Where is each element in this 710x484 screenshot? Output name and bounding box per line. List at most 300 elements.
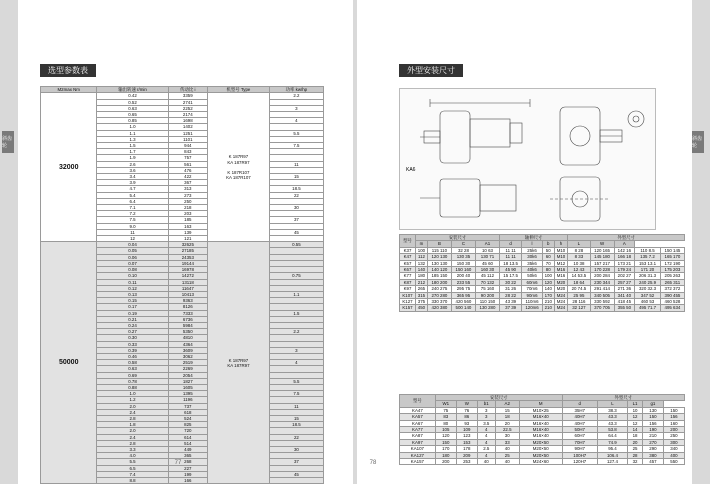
table-cell: M16×40 <box>519 420 562 426</box>
mounting-dimension-table-ka <box>399 394 685 465</box>
table-cell: 100H7 <box>562 452 597 458</box>
table-cell: M20×50 <box>519 446 562 452</box>
power-cell: 4 <box>269 360 323 366</box>
speed-cell: 2.4 <box>97 434 168 440</box>
speed-cell: 1.8 <box>97 422 168 428</box>
speed-cell: 0.58 <box>97 360 168 366</box>
table-cell: 60m6 <box>522 279 543 285</box>
table-cell: 180 <box>416 273 428 279</box>
technical-drawing <box>399 88 656 230</box>
power-cell: 11 <box>269 161 323 167</box>
table-cell: 12 <box>628 420 643 426</box>
table-cell: KA157 <box>400 459 436 465</box>
table-cell: 112 <box>416 254 428 260</box>
table-cell: 43 39 <box>499 299 521 305</box>
table-cell: 205 263 <box>660 273 684 279</box>
table-cell: 80 <box>435 420 456 426</box>
ratio-cell: 1251 <box>168 130 207 136</box>
table-cell: 28 116 <box>568 299 590 305</box>
table-cell: 4 <box>477 452 495 458</box>
table-cell: 380 <box>642 452 663 458</box>
table-cell: 8 33 <box>568 254 590 260</box>
table-cell: K37 <box>400 247 416 253</box>
table-cell: 355 50 <box>614 305 635 311</box>
power-cell: 5.5 <box>269 130 323 136</box>
speed-cell: 0.11 <box>97 279 168 285</box>
ratio-cell: 1827 <box>168 378 207 384</box>
table-cell: 135 7.2 <box>635 254 661 260</box>
table-cell: 240 25.9 <box>635 279 661 285</box>
table-cell: 370 705 <box>590 305 614 311</box>
speed-cell: 3.3 <box>97 446 168 452</box>
speed-cell: 0.46 <box>97 353 168 359</box>
sub-header: g1 <box>642 401 663 407</box>
speed-cell: 0.17 <box>97 304 168 310</box>
table-cell: 70m6 <box>522 286 543 292</box>
left-page-title: 选型参数表 <box>40 64 96 77</box>
table-cell: 200 <box>435 459 456 465</box>
ratio-cell: 166 <box>168 478 207 484</box>
speed-cell: 0.33 <box>97 341 168 347</box>
table-cell: 295 75 <box>451 286 475 292</box>
table-cell: 180 <box>435 452 456 458</box>
table-cell: 74.9 <box>597 439 627 445</box>
mounting-dimension-table-k <box>399 234 685 312</box>
table-cell: 450 <box>416 305 428 311</box>
table-cell: 165 170 <box>660 254 684 260</box>
table-cell: 11 11 <box>499 254 521 260</box>
table-cell: 120 <box>542 279 554 285</box>
table-cell: 120m6 <box>522 305 543 311</box>
speed-cell: 2.8 <box>97 415 168 421</box>
table-cell: 18 <box>628 433 643 439</box>
table-cell: 206 31.3 <box>635 273 661 279</box>
table-cell: 37 39 <box>499 305 521 311</box>
speed-cell: 7.4 <box>97 471 168 477</box>
table-cell: 12 <box>628 414 643 420</box>
sub-header: W <box>456 401 477 407</box>
table-cell: 142 16 <box>614 247 635 253</box>
table-cell: 400 <box>663 452 684 458</box>
ratio-cell: 2269 <box>168 366 207 372</box>
ratio-cell: 227 <box>168 465 207 471</box>
table-cell: 290 <box>642 446 663 452</box>
speed-cell: 1.0 <box>97 391 168 397</box>
table-cell: M20 <box>554 286 568 292</box>
table-cell: 150 145 <box>660 247 684 253</box>
table-cell: 495 71.7 <box>635 305 661 311</box>
table-cell: M16×40 <box>519 433 562 439</box>
ratio-cell: 5984 <box>168 322 207 328</box>
m2max-cell: 50000 <box>41 242 97 484</box>
table-cell: 291 414 <box>590 286 614 292</box>
ratio-cell: 139 <box>168 229 207 235</box>
ratio-cell: 9363 <box>168 298 207 304</box>
group-header: 型号 <box>400 395 436 408</box>
speed-cell: 0.13 <box>97 291 168 297</box>
table-cell: 250 <box>663 433 684 439</box>
table-cell: 32 28 <box>451 247 475 253</box>
sub-header: b1 <box>477 401 495 407</box>
speed-cell: 0.78 <box>97 378 168 384</box>
ratio-cell: 313 <box>168 186 207 192</box>
table-cell: KA67 <box>400 420 436 426</box>
ratio-cell: 8126 <box>168 304 207 310</box>
ratio-cell: 27185 <box>168 248 207 254</box>
ratio-cell: 476 <box>168 167 207 173</box>
ratio-cell: 14272 <box>168 273 207 279</box>
ratio-cell: 11647 <box>168 285 207 291</box>
table-cell: 120 165 <box>590 247 614 253</box>
ratio-cell: 524 <box>168 415 207 421</box>
table-cell: M20×50 <box>519 439 562 445</box>
table-cell: 90H7 <box>562 446 597 452</box>
table-cell: 460 53 <box>635 299 661 305</box>
table-cell: 10 63 <box>475 247 499 253</box>
sub-header: L1 <box>628 401 643 407</box>
power-cell: 45 <box>269 229 323 235</box>
table-cell: 100 <box>542 273 554 279</box>
table-cell: 45 112 <box>475 273 499 279</box>
speed-cell: 0.85 <box>97 118 168 124</box>
table-cell: 153 <box>456 439 477 445</box>
table-cell: M10 <box>554 254 568 260</box>
sub-header: d <box>562 401 597 407</box>
table-cell: 20 <box>628 439 643 445</box>
table-cell: K97 <box>400 286 416 292</box>
table-cell: M10 <box>554 247 568 253</box>
ratio-cell: 449 <box>168 446 207 452</box>
table-cell: 330 592 <box>590 299 614 305</box>
ratio-cell: 3609 <box>168 347 207 353</box>
table-cell: 32 127 <box>568 305 590 311</box>
ratio-cell: 163 <box>168 223 207 229</box>
table-cell: 53.8 <box>597 427 627 433</box>
sub-header: l <box>522 241 543 247</box>
table-cell: 28 <box>628 452 643 458</box>
table-cell: KA97 <box>400 439 436 445</box>
ratio-cell: 2741 <box>168 99 207 105</box>
ratio-cell: 32625 <box>168 242 207 248</box>
power-cell: 15 <box>269 174 323 180</box>
table-cell: 209 <box>456 452 477 458</box>
ratio-cell: 2054 <box>168 372 207 378</box>
ratio-cell: 218 <box>168 205 207 211</box>
right-page <box>357 0 703 484</box>
table-cell: 8 28 <box>568 247 590 253</box>
group-header: 外型尺寸 <box>568 235 685 241</box>
table-cell: 171 20 <box>635 267 661 273</box>
speed-cell: 0.42 <box>97 93 168 99</box>
table-cell: K107 <box>400 292 416 298</box>
ratio-cell: 2252 <box>168 105 207 111</box>
ratio-cell: 720 <box>168 428 207 434</box>
right-side-tab: 斜齿轮 <box>692 131 704 153</box>
table-cell: 157 217 <box>590 260 614 266</box>
sub-header: A2 <box>495 401 519 407</box>
table-cell: 271 36 <box>614 286 635 292</box>
speed-cell: 0.15 <box>97 298 168 304</box>
table-cell: 160 30 <box>475 267 499 273</box>
speed-cell: 0.04 <box>97 242 168 248</box>
table-cell: 75 <box>435 407 456 413</box>
speed-cell: 8.8 <box>97 478 168 484</box>
power-cell: 18.5 <box>269 422 323 428</box>
table-cell: K47 <box>400 254 416 260</box>
ratio-cell: 2174 <box>168 112 207 118</box>
table-cell: 43.3 <box>597 414 627 420</box>
speed-cell: 0.39 <box>97 347 168 353</box>
table-cell: 340 505 <box>590 292 614 298</box>
ratio-cell: 1605 <box>168 384 207 390</box>
power-cell <box>269 478 323 484</box>
table-cell: 12 43 <box>568 267 590 273</box>
power-cell: 7.5 <box>269 391 323 397</box>
table-cell: 160 <box>663 420 684 426</box>
table-cell: 130 280 <box>475 305 499 311</box>
ratio-cell: 199 <box>168 471 207 477</box>
table-cell: KA107 <box>400 446 436 452</box>
table-cell: M20×50 <box>519 452 562 458</box>
table-cell: 75 160 <box>475 286 499 292</box>
table-cell: 110 8.5 <box>635 247 661 253</box>
ratio-cell: 737 <box>168 403 207 409</box>
type-cell: K 187R97 KA 187R97 <box>208 242 270 484</box>
table-cell: 132 <box>416 260 428 266</box>
speed-cell: 2.8 <box>97 440 168 446</box>
speed-cell: 9.0 <box>97 223 168 229</box>
speed-cell: 1.9 <box>97 155 168 161</box>
power-cell: 30 <box>269 205 323 211</box>
table-cell: 18 13.5 <box>499 260 521 266</box>
column-header: 功率 kw/hp <box>269 87 323 93</box>
ratio-cell: 13118 <box>168 279 207 285</box>
table-cell: 212 <box>416 279 428 285</box>
table-cell: 15 17.5 <box>499 273 521 279</box>
table-cell: 420 560 <box>451 299 475 305</box>
table-cell: 11 11 <box>499 247 521 253</box>
table-row <box>400 305 685 311</box>
table-cell: 95.4 <box>597 446 627 452</box>
group-header: 外型尺寸 <box>562 395 684 401</box>
table-cell: 120 <box>435 433 456 439</box>
ratio-cell: 121 <box>168 236 207 242</box>
table-cell: 253 <box>456 459 477 465</box>
table-cell: 175 203 <box>660 267 684 273</box>
sub-header: C <box>451 241 475 247</box>
table-cell: 25 <box>495 452 519 458</box>
ratio-cell: 618 <box>168 409 207 415</box>
table-cell: KA127 <box>400 452 436 458</box>
table-cell: 10 <box>628 407 643 413</box>
sub-header: W <box>590 241 614 247</box>
speed-cell: 1.3 <box>97 136 168 142</box>
table-cell: 265 311 <box>660 279 684 285</box>
table-cell: M24 <box>554 305 568 311</box>
ratio-cell: 273 <box>168 192 207 198</box>
table-cell: 2.5 <box>477 446 495 452</box>
table-cell: 4 <box>477 439 495 445</box>
table-cell: 40H7 <box>562 420 597 426</box>
ratio-cell: 185 <box>168 217 207 223</box>
table-cell: 25k6 <box>522 247 543 253</box>
speed-cell: 2.0 <box>97 403 168 409</box>
table-cell: 35k6 <box>522 260 543 266</box>
power-cell: 5.5 <box>269 378 323 384</box>
ratio-cell: 367 <box>168 180 207 186</box>
ratio-cell: 24353 <box>168 254 207 260</box>
table-cell: 145 180 <box>590 254 614 260</box>
table-cell: 170 228 <box>590 267 614 273</box>
right-page-number: 78 <box>369 460 377 466</box>
table-cell: M24 <box>554 299 568 305</box>
speed-cell: 3.6 <box>97 167 168 173</box>
table-cell: 320 32.3 <box>635 286 661 292</box>
table-cell: 3 <box>477 414 495 420</box>
dimension-drawing-svg <box>400 89 655 229</box>
table-cell: 10 38 <box>568 260 590 266</box>
sub-header: d <box>499 241 521 247</box>
speed-cell: 2.0 <box>97 428 168 434</box>
speed-cell: 0.69 <box>97 372 168 378</box>
table-cell: 50H7 <box>562 427 597 433</box>
table-cell: M16×40 <box>519 414 562 420</box>
ratio-cell: 944 <box>168 143 207 149</box>
power-cell: 37 <box>269 459 323 465</box>
speed-cell: 1.7 <box>97 149 168 155</box>
speed-cell: 2.6 <box>97 161 168 167</box>
sub-header: A1 <box>475 241 499 247</box>
power-cell: 2.2 <box>269 93 323 99</box>
table-cell: 340 <box>663 446 684 452</box>
table-cell: 230 344 <box>590 279 614 285</box>
table-cell: 3.5 <box>477 420 495 426</box>
gearbox-motor-cap <box>510 123 522 143</box>
group-header: 安装尺寸 <box>435 395 562 401</box>
ratio-cell: 4364 <box>168 341 207 347</box>
speed-cell: 0.07 <box>97 260 168 266</box>
table-cell: KA57 <box>400 414 436 420</box>
speed-cell: 0.19 <box>97 310 168 316</box>
table-cell: 40H7 <box>562 414 597 420</box>
table-cell: 40 <box>477 459 495 465</box>
selection-parameter-table <box>40 86 324 484</box>
speed-cell: 0.30 <box>97 335 168 341</box>
right-page-title: 外型安装尺寸 <box>399 64 463 77</box>
speed-cell: 4.0 <box>97 453 168 459</box>
gearbox-body-front <box>440 111 470 163</box>
ratio-cell: 3062 <box>168 353 207 359</box>
table-cell: 240 275 <box>427 286 451 292</box>
sub-header: h <box>554 241 568 247</box>
table-cell: 130 35 <box>451 254 475 260</box>
table-cell: 460 528 <box>660 299 684 305</box>
table-cell: 14 <box>628 427 643 433</box>
column-header: 机型号 Type <box>208 87 270 93</box>
table-cell: 45 60 <box>475 260 499 266</box>
table-cell: K87 <box>400 279 416 285</box>
table-cell: 30 22 <box>499 279 521 285</box>
table-cell: 106.4 <box>597 452 627 458</box>
ratio-cell: 843 <box>168 149 207 155</box>
table-cell: 341 40 <box>614 292 635 298</box>
speed-cell: 0.21 <box>97 316 168 322</box>
sub-header: B <box>427 241 451 247</box>
table-cell: 70 <box>542 260 554 266</box>
power-cell: 3 <box>269 347 323 353</box>
table-cell: 140 <box>416 267 428 273</box>
table-cell: K57 <box>400 260 416 266</box>
table-cell: 50 <box>542 247 554 253</box>
table-cell: 25 95 <box>568 292 590 298</box>
table-cell: 43.3 <box>597 420 627 426</box>
ratio-cell: 1698 <box>168 118 207 124</box>
table-cell: 166 18 <box>614 254 635 260</box>
table-cell: M24×60 <box>519 459 562 465</box>
table-cell: 120H7 <box>562 459 597 465</box>
table-cell: 150 <box>435 439 456 445</box>
speed-cell: 3.4 <box>97 174 168 180</box>
table-cell: KA87 <box>400 433 436 439</box>
table-cell: 185 150 <box>427 273 451 279</box>
ratio-cell: 203 <box>168 211 207 217</box>
table-cell: 15 <box>495 407 519 413</box>
table-cell: 210 <box>642 433 663 439</box>
table-cell: 110 150 <box>475 299 499 305</box>
table-cell: 105 <box>435 427 456 433</box>
table-cell: K77 <box>400 273 416 279</box>
table-cell: 83 <box>435 414 456 420</box>
power-cell: 1.5 <box>269 310 323 316</box>
speed-cell: 0.06 <box>97 254 168 260</box>
table-cell: 18 64 <box>568 279 590 285</box>
sub-header: b <box>542 241 554 247</box>
table-cell: 76 <box>456 407 477 413</box>
table-cell: 257 27 <box>614 279 635 285</box>
sub-header: W1 <box>435 401 456 407</box>
speed-cell: 2.4 <box>97 409 168 415</box>
table-cell: M10×25 <box>519 407 562 413</box>
table-cell: 130 71 <box>475 254 499 260</box>
speed-cell: 12 <box>97 236 168 242</box>
table-cell: 28 22 <box>499 292 521 298</box>
table-cell: M20 <box>554 279 568 285</box>
table-cell: 130 130 <box>427 260 451 266</box>
table-cell: 93 <box>456 420 477 426</box>
power-cell: 11 <box>269 403 323 409</box>
power-cell: 37 <box>269 217 323 223</box>
ratio-cell: 16978 <box>168 267 207 273</box>
speed-cell: 7.5 <box>97 217 168 223</box>
group-header: 安装尺寸 <box>416 235 500 241</box>
table-cell: 38.3 <box>597 407 627 413</box>
speed-cell: 0.12 <box>97 285 168 291</box>
table-cell: 200 284 <box>590 273 614 279</box>
ratio-cell: 514 <box>168 440 207 446</box>
table-cell: M16 <box>554 273 568 279</box>
ratio-cell: 614 <box>168 434 207 440</box>
table-cell: 200 40 <box>451 273 475 279</box>
table-cell: 130 <box>642 407 663 413</box>
power-cell: 45 <box>269 471 323 477</box>
speed-cell: 0.27 <box>97 329 168 335</box>
table-cell: 30 <box>495 433 519 439</box>
table-cell: 173 21 <box>614 260 635 266</box>
table-cell: 202 27 <box>614 273 635 279</box>
table-cell: 20 <box>495 420 519 426</box>
group-header: 型号 <box>400 235 416 248</box>
table-cell: 45 90 <box>499 267 521 273</box>
